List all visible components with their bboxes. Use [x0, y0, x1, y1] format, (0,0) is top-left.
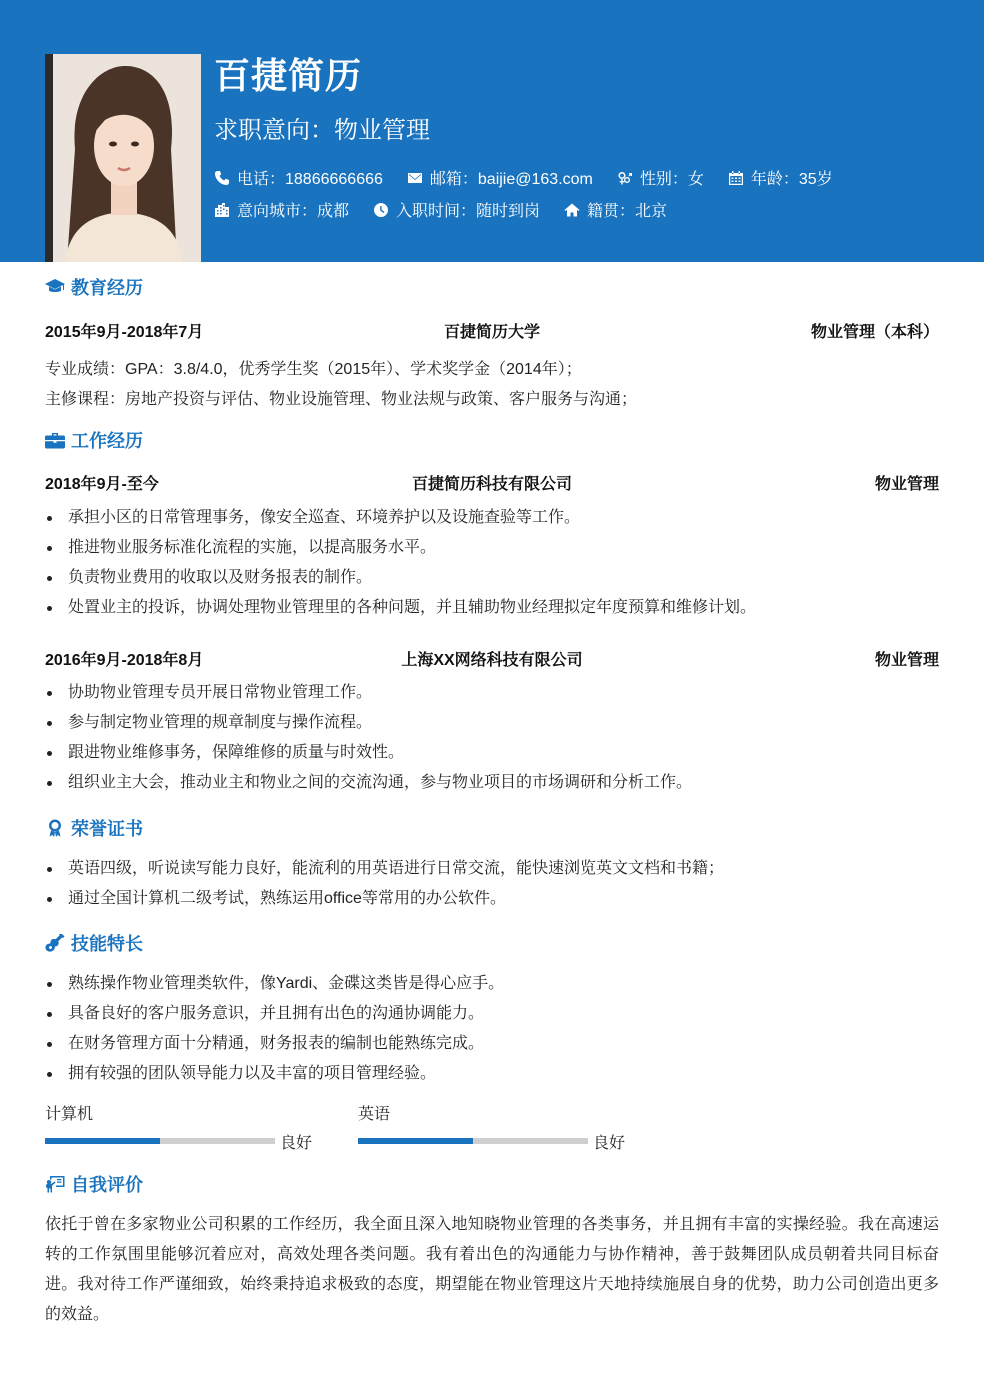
list-item: 推进物业服务标准化流程的实施，以提高服务水平。 — [45, 533, 756, 563]
start-text: 入职时间：随时到岗 — [396, 203, 541, 220]
list-item: 协助物业管理专员开展日常物业管理工作。 — [45, 678, 692, 708]
self-evaluation-text: 依托于曾在多家物业公司积累的工作经历，我全面且深入地知晓物业管理的各类事务，并且拥有丰富的实操经验。我在高速运转的工作氛围里能够沉着应对，高效处理各类问题。我有着出色的沟通能力与协作精神，善于鼓舞团队成员朝着共同目标奋进。我对待工作严谨细致，始终秉持追求极致的态度，期望能在物业管理这片天地持续施展自身的优势，助力公司创造出更多的效益。 — [45, 1216, 939, 1323]
education-courses: 主修课程：房地产投资与评估、物业设施管理、物业法规与政策、客户服务与沟通； — [45, 391, 638, 408]
list-item: 承担小区的日常管理事务，像安全巡查、环境养护以及设施查验等工作。 — [45, 503, 756, 533]
presentation-icon — [45, 1175, 65, 1193]
list-item: 跟进物业维修事务，保障维修的质量与时效性。 — [45, 738, 692, 768]
skill-fill — [45, 1138, 160, 1144]
list-item: 组织业主大会，推动业主和物业之间的交流沟通，参与物业项目的市场调研和分析工作。 — [45, 768, 692, 798]
skill-label: 计算机 — [45, 1106, 94, 1123]
skill-track — [45, 1138, 275, 1144]
list-item: 负责物业费用的收取以及财务报表的制作。 — [45, 563, 756, 593]
origin-info — [564, 198, 667, 221]
briefcase-icon — [45, 431, 65, 449]
guitar-icon — [45, 934, 65, 952]
home-icon — [564, 202, 580, 218]
list-item: 参与制定物业管理的规章制度与操作流程。 — [45, 708, 692, 738]
skill-fill — [358, 1138, 473, 1144]
job-duties-list — [45, 503, 756, 623]
graduation-cap-icon — [45, 278, 65, 296]
preference-row — [214, 198, 691, 221]
header-banner — [0, 0, 984, 262]
list-item: 拥有较强的团队领导能力以及丰富的项目管理经验。 — [45, 1059, 504, 1089]
profile-photo — [45, 54, 201, 262]
education-section-title: 教育经历 — [45, 274, 143, 300]
education-major: 物业管理（本科） — [810, 324, 939, 341]
job-duties-list — [45, 678, 692, 798]
list-item: 具备良好的客户服务意识，并且拥有出色的沟通协调能力。 — [45, 999, 504, 1029]
job-period: 2018年9月-至今 — [45, 476, 159, 493]
job-role: 物业管理 — [874, 476, 939, 493]
list-item: 在财务管理方面十分精通，财务报表的编制也能熟练完成。 — [45, 1029, 504, 1059]
skills-list — [45, 969, 504, 1089]
age-text: 年龄：35岁 — [750, 171, 833, 188]
portrait-image — [45, 54, 201, 262]
job-entry-header — [45, 471, 939, 495]
phone-text: 电话：18866666666 — [237, 171, 383, 188]
age-info — [728, 166, 833, 189]
job-intent: 求职意向：物业管理 — [214, 117, 430, 144]
resume-name: 百捷简历 — [214, 55, 363, 96]
education-period: 2015年9月-2018年7月 — [45, 324, 204, 341]
phone-info — [214, 166, 383, 189]
mail-icon — [407, 170, 423, 186]
phone-icon — [214, 170, 230, 186]
skill-track — [358, 1138, 588, 1144]
gender-icon — [617, 170, 633, 186]
job-entry-header — [45, 647, 939, 671]
city-text: 意向城市：成都 — [237, 203, 350, 220]
start-info — [373, 198, 540, 221]
education-grades: 专业成绩：GPA：3.8/4.0，优秀学生奖（2015年）、学术奖学金（2014年）； — [45, 361, 582, 378]
skill-level: 良好 — [593, 1135, 626, 1152]
gender-info — [617, 166, 704, 189]
calendar-icon — [728, 170, 744, 186]
list-item: 处置业主的投诉，协调处理物业管理里的各种问题，并且辅助物业经理拟定年度预算和维修计划。 — [45, 593, 756, 623]
honors-section-title: 荣誉证书 — [45, 815, 143, 841]
education-school: 百捷简历大学 — [443, 324, 540, 341]
clock-icon — [373, 202, 389, 218]
job-company: 上海XX网络科技有限公司 — [401, 652, 583, 669]
job-period: 2016年9月-2018年8月 — [45, 652, 204, 669]
award-icon — [45, 819, 65, 837]
skill-level: 良好 — [280, 1135, 313, 1152]
email-text: 邮箱：baijie@163.com — [429, 171, 593, 188]
education-entry-header — [45, 319, 939, 343]
list-item: 通过全国计算机二级考试，熟练运用office等常用的办公软件。 — [45, 884, 724, 914]
skill-label: 英语 — [358, 1106, 391, 1123]
self-eval-section-title: 自我评价 — [45, 1171, 143, 1197]
list-item: 熟练操作物业管理类软件，像Yardi、金碟这类皆是得心应手。 — [45, 969, 504, 999]
email-info — [407, 166, 593, 189]
job-company: 百捷简历科技有限公司 — [411, 476, 572, 493]
contact-row — [214, 166, 857, 189]
skills-section-title: 技能特长 — [45, 930, 143, 956]
city-info — [214, 198, 349, 221]
building-icon — [214, 202, 230, 218]
list-item: 英语四级，听说读写能力良好，能流利的用英语进行日常交流，能快速浏览英文文档和书籍； — [45, 854, 724, 884]
job-role: 物业管理 — [874, 652, 939, 669]
origin-text: 籍贯：北京 — [587, 203, 668, 220]
work-section-title: 工作经历 — [45, 427, 143, 453]
honors-list — [45, 854, 724, 914]
gender-text: 性别：女 — [639, 171, 704, 188]
